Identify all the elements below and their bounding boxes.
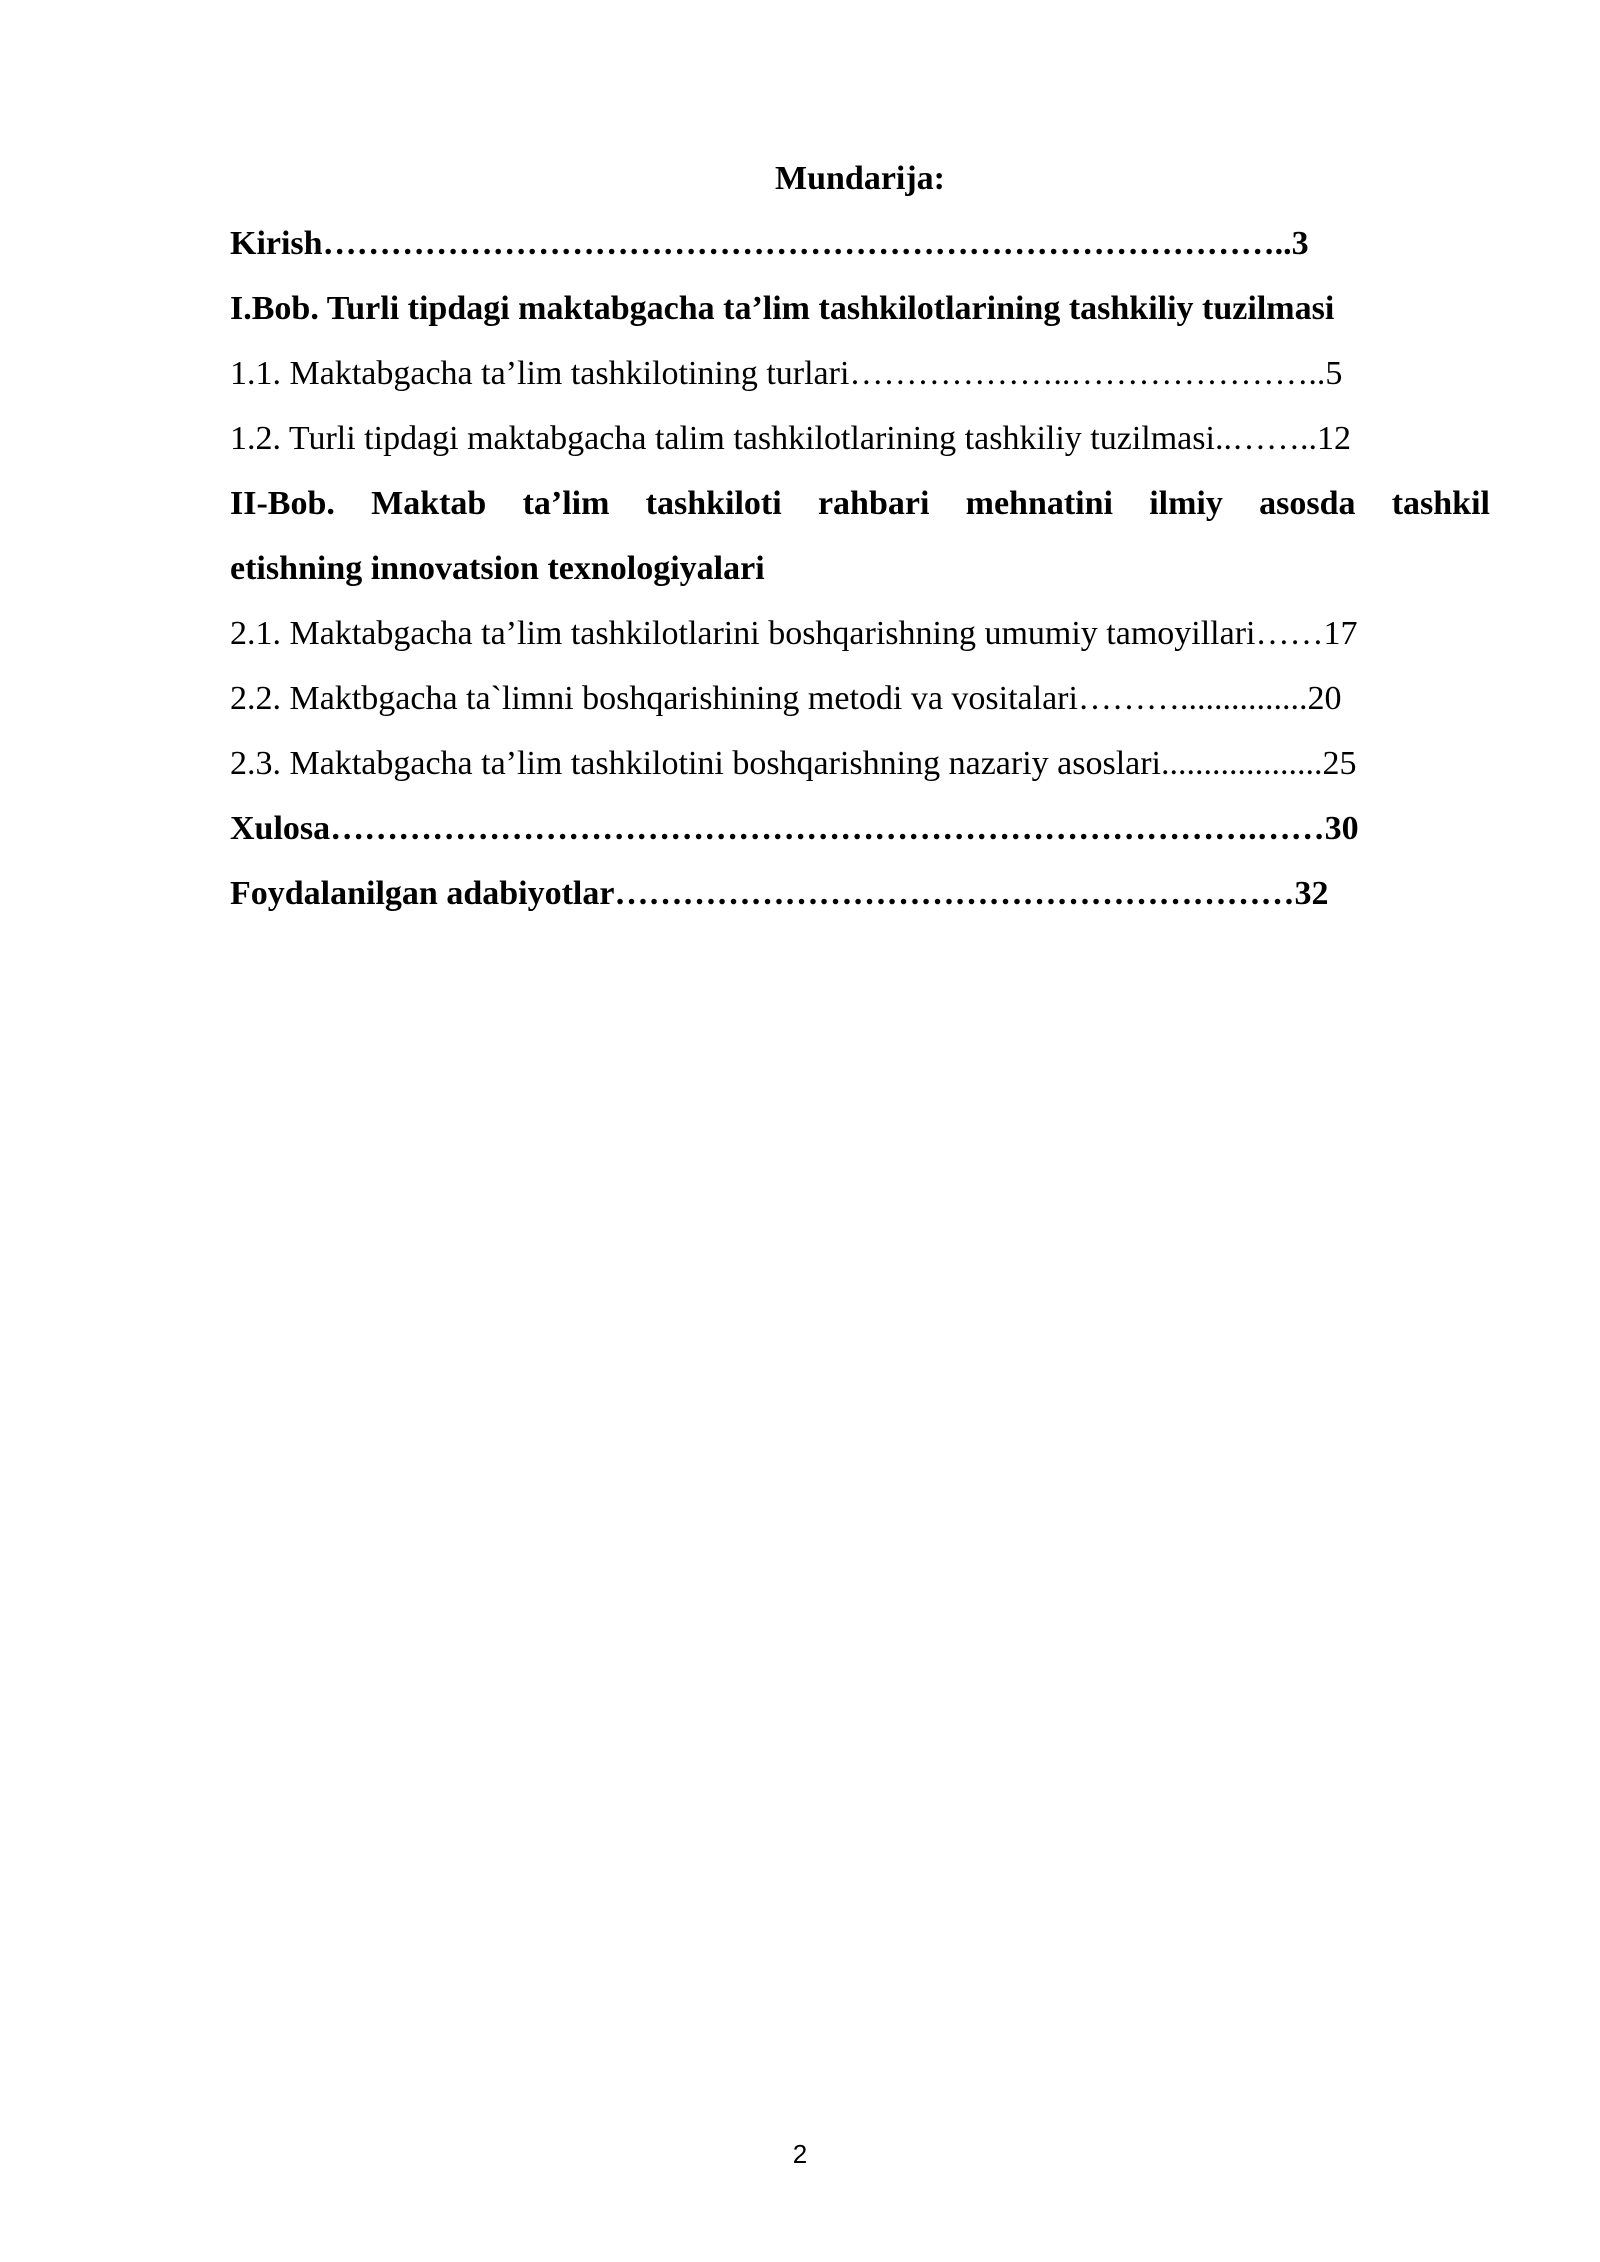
toc-entry-2-1: 2.1. Maktabgacha ta’lim tashkilotlarini boshqarishning umumiy tamoyillari……17 [230, 615, 1358, 652]
toc-entry-2-3: 2.3. Maktabgacha ta’lim tashkilotini boshqarishning nazariy asoslari...................25 [230, 745, 1357, 782]
toc-entry-chapter-1: I.Bob. Turli tipdagi maktabgacha ta’lim tashkilotlarining tashkiliy tuzilmasi [230, 290, 1335, 327]
toc-entry-2-2: 2.2. Maktbgacha ta`limni boshqarishining metodi va vositalari………...............20 [230, 680, 1342, 717]
toc-entry-foydalanilgan-adabiyotlar: Foydalanilgan adabiyotlar……………………………………………………32 [230, 875, 1329, 912]
toc-title: Mundarija: [775, 160, 945, 197]
toc-entry-chapter-2: II-Bob. Maktab ta’lim tashkiloti rahbari mehnatini ilmiy asosda tashkil [230, 485, 1490, 522]
table-of-contents [230, 146, 1490, 926]
toc-entry-1-1: 1.1. Maktabgacha ta’lim tashkilotining turlari………………..…………………..5 [230, 355, 1343, 392]
toc-entry-xulosa: Xulosa……………………………………………………………………….……30 [230, 810, 1359, 847]
toc-entry-kirish: Kirish…………………………………………………………………………..3 [230, 225, 1309, 262]
toc-entry-chapter-2-continued: etishning innovatsion texnologiyalari [230, 550, 765, 587]
toc-entry-1-2: 1.2. Turli tipdagi maktabgacha talim tashkilotlarining tashkiliy tuzilmasi..……..12 [230, 420, 1351, 457]
page-number: 2 [792, 2139, 808, 2169]
